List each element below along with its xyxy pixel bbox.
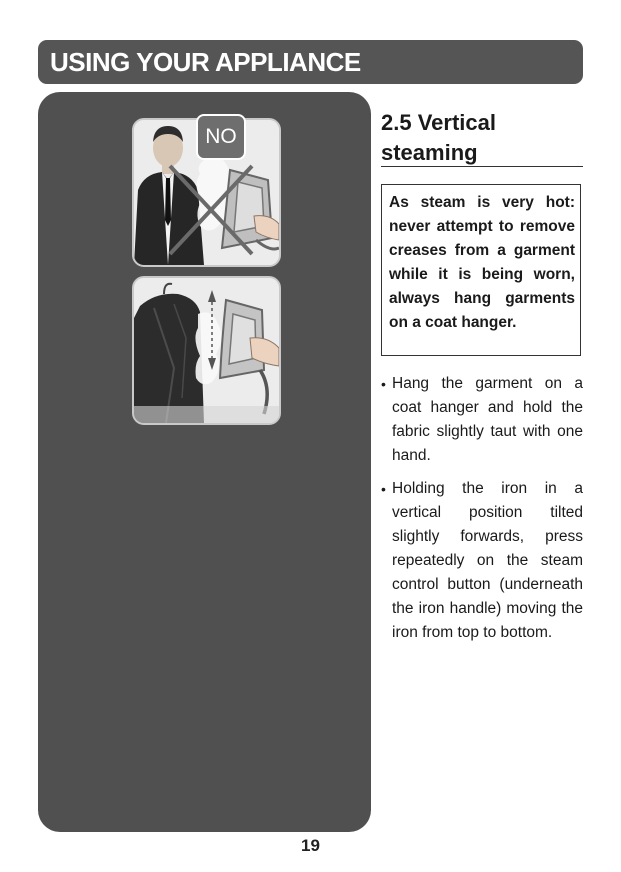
- title-divider: [381, 166, 583, 167]
- no-badge: NO: [196, 114, 246, 160]
- section-header-title: USING YOUR APPLIANCE: [50, 47, 361, 77]
- bullet-icon: •: [381, 481, 386, 497]
- warning-text: As steam is very hot: never attempt to remove creases from a garment while it is being worn, always hang garments on a coat hanger.: [389, 194, 575, 331]
- list-item-text: Hang the garment on a coat hanger and hold the fabric slightly taut with one hand.: [392, 375, 583, 464]
- section-title: 2.5 Vertical steaming: [381, 110, 496, 165]
- bullet-icon: •: [381, 376, 386, 392]
- hanging-jacket-vertical-steaming-illustration: [132, 276, 281, 425]
- list-item: [381, 372, 583, 468]
- section-header-bar: [38, 40, 583, 84]
- warning-box: [381, 184, 581, 356]
- page-number: 19: [301, 836, 320, 855]
- list-item: [381, 477, 583, 645]
- illustration-panel: [38, 92, 371, 832]
- list-item-text: Holding the iron in a vertical position tilted slightly forwards, press repeatedly on the steam control button (underneath the iron handle) moving the iron from top to bottom.: [392, 480, 583, 641]
- instruction-list: [381, 372, 583, 654]
